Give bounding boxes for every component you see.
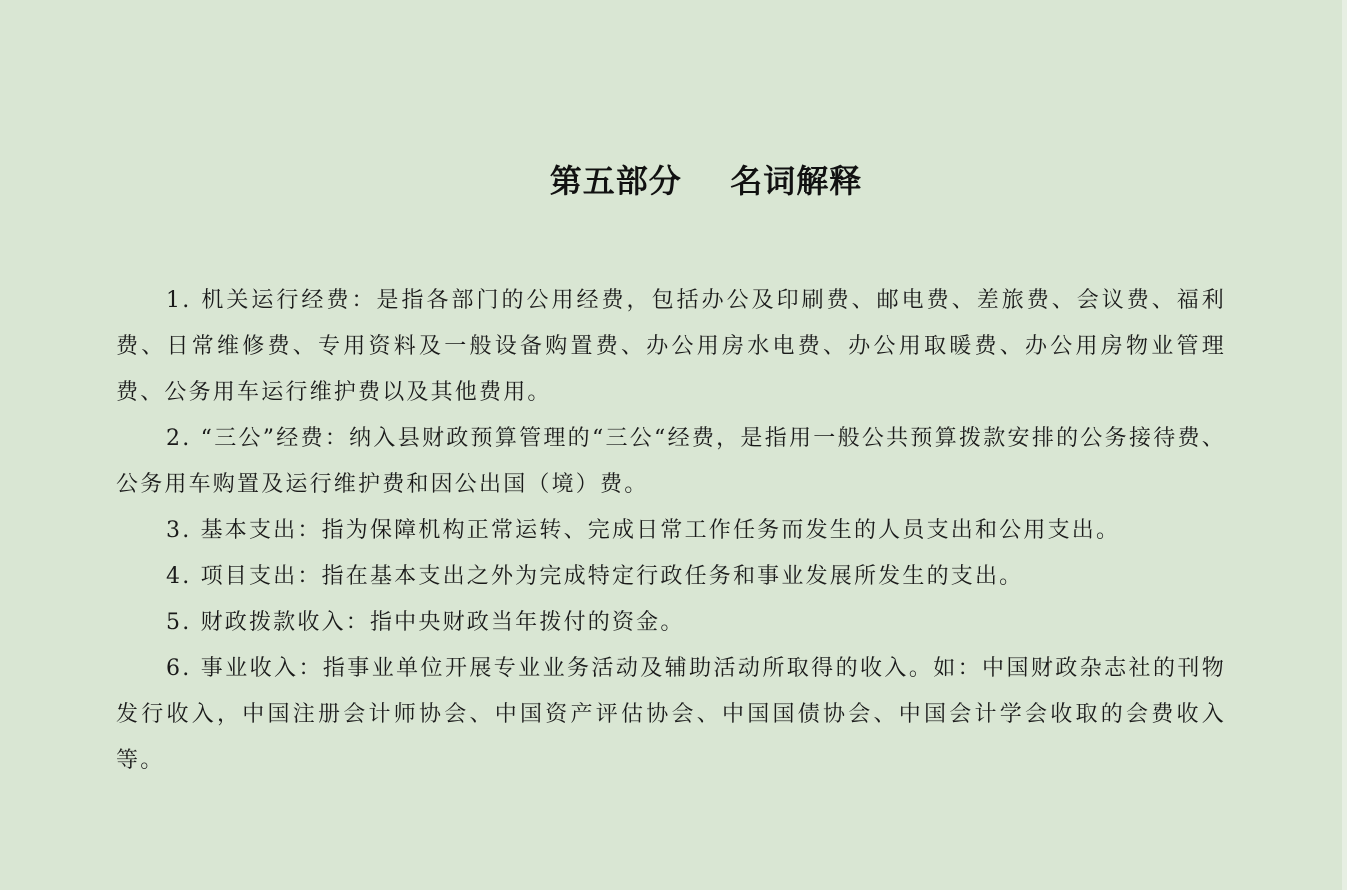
- definition-paragraph-4: 4. 项目支出：指在基本支出之外为完成特定行政任务和事业发展所发生的支出。: [166, 564, 1024, 589]
- definition-paragraph-5: 5. 财政拨款收入：指中央财政当年拨付的资金。: [166, 610, 685, 635]
- definition-paragraph-3: 3. 基本支出：指为保障机构正常运转、完成日常工作任务而发生的人员支出和公用支出。: [166, 518, 1121, 543]
- section-title: 第五部分 名词解释: [549, 162, 863, 200]
- definition-paragraph-1: 1. 机关运行经费：是指各部门的公用经费，包括办公及印刷费、邮电费、差旅费、会议费、福利费、日常维修费、专用资料及一般设备购置费、办公用房水电费、办公用取暖费、办公用房物业管理费、公务用车运行维护费以及其他费用。: [116, 288, 1226, 405]
- definition-paragraph-2: 2. “三公”经费：纳入县财政预算管理的“三公“经费，是指用一般公共预算拨款安排的公务接待费、公务用车购置及运行维护费和因公出国（境）费。: [116, 426, 1226, 497]
- page-edge: [1342, 0, 1347, 890]
- document-body: [116, 278, 1226, 784]
- definition-paragraph-6: 6. 事业收入：指事业单位开展专业业务活动及辅助活动所取得的收入。如：中国财政杂志社的刊物发行收入，中国注册会计师协会、中国资产评估协会、中国国债协会、中国会计学会收取的会费收入等。: [116, 656, 1226, 773]
